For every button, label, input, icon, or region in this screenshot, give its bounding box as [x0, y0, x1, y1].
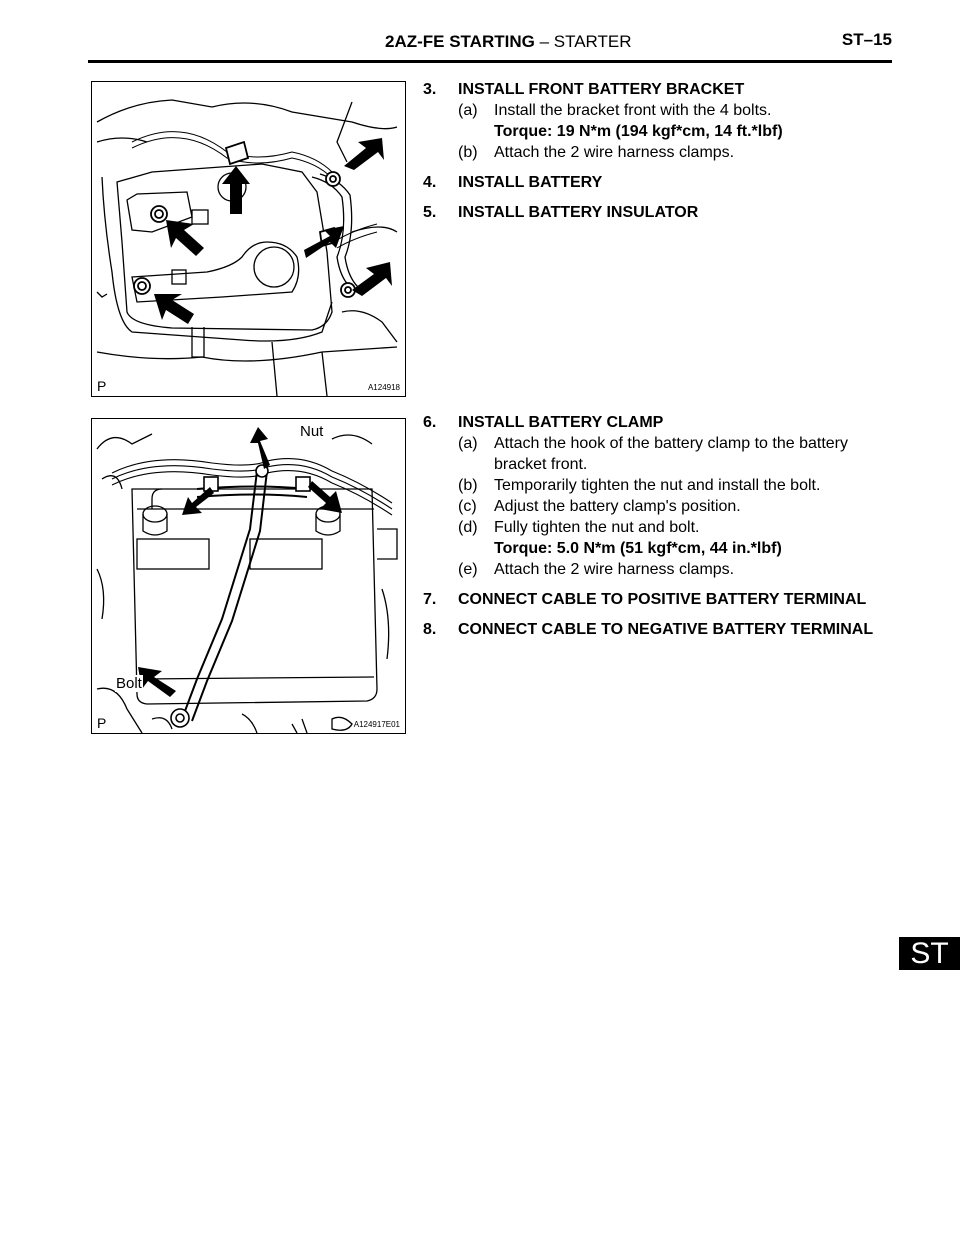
page-number: ST–15 — [841, 30, 892, 49]
torque-spec: Torque: 5.0 N*m (51 kgf*cm, 44 in.*lbf) — [494, 540, 782, 557]
substep-6a — [423, 433, 883, 475]
nut-label: Nut — [300, 423, 324, 440]
substep-text: Attach the 2 wire harness clamps. — [494, 561, 735, 578]
substep-text: Install the bracket front with the 4 bolts. — [494, 102, 772, 119]
steps-section-2 — [423, 412, 883, 640]
substep-letter: (b) — [458, 477, 478, 494]
step-5-heading — [423, 202, 883, 223]
header-title-rest: – STARTER — [534, 32, 632, 51]
figure-marker: P — [97, 378, 107, 394]
step-4-heading — [423, 172, 883, 193]
substep-letter: (a) — [458, 102, 478, 119]
step-number: 8. — [423, 621, 437, 638]
substep-text: Temporarily tighten the nut and install the bolt. — [494, 477, 821, 494]
figure-code: A124917E01 — [353, 720, 400, 729]
substep-3b — [423, 142, 883, 163]
substep-text: Attach the hook of the battery clamp to the battery bracket front. — [494, 435, 848, 473]
substep-6c — [423, 496, 883, 517]
substep-6e — [423, 559, 883, 580]
substep-text: Adjust the battery clamp's position. — [494, 498, 741, 515]
bracket-illustration — [91, 81, 406, 397]
figure-marker: P — [97, 715, 107, 731]
substep-text: Attach the 2 wire harness clamps. — [494, 144, 735, 161]
step-6-heading — [423, 412, 883, 433]
step-number: 7. — [423, 591, 437, 608]
section-tab: ST — [899, 937, 960, 970]
substep-letter: (e) — [458, 561, 478, 578]
substep-letter: (d) — [458, 519, 478, 536]
step-title: CONNECT CABLE TO POSITIVE BATTERY TERMINAL — [458, 591, 867, 608]
substep-letter: (c) — [458, 498, 477, 515]
torque-spec: Torque: 19 N*m (194 kgf*cm, 14 ft.*lbf) — [494, 123, 783, 140]
substep-6b — [423, 475, 883, 496]
step-8-heading — [423, 619, 883, 640]
substep-letter: (b) — [458, 144, 478, 161]
page-header — [88, 30, 892, 62]
step-number: 4. — [423, 174, 437, 191]
header-title-bold: 2AZ-FE STARTING — [385, 32, 535, 51]
steps-section-1 — [423, 79, 883, 223]
bolt-label: Bolt — [116, 675, 142, 692]
step-7-heading — [423, 589, 883, 610]
substep-text: Fully tighten the nut and bolt. — [494, 519, 700, 536]
header-rule — [88, 60, 892, 63]
header-title — [385, 32, 632, 52]
step-title: CONNECT CABLE TO NEGATIVE BATTERY TERMINAL — [458, 621, 874, 638]
step-3-heading — [423, 79, 883, 100]
step-title: INSTALL FRONT BATTERY BRACKET — [458, 81, 745, 98]
substep-letter: (a) — [458, 435, 478, 452]
step-title: INSTALL BATTERY CLAMP — [458, 414, 664, 431]
bracket-drawing — [92, 82, 405, 396]
step-number: 5. — [423, 204, 437, 221]
figure-code: A124918 — [367, 383, 400, 392]
step-title: INSTALL BATTERY — [458, 174, 603, 191]
substep-3a — [423, 100, 883, 121]
step-title: INSTALL BATTERY INSULATOR — [458, 204, 699, 221]
substep-6d — [423, 517, 883, 538]
step-number: 3. — [423, 81, 437, 98]
battery-clamp-illustration — [91, 418, 406, 734]
step-number: 6. — [423, 414, 437, 431]
